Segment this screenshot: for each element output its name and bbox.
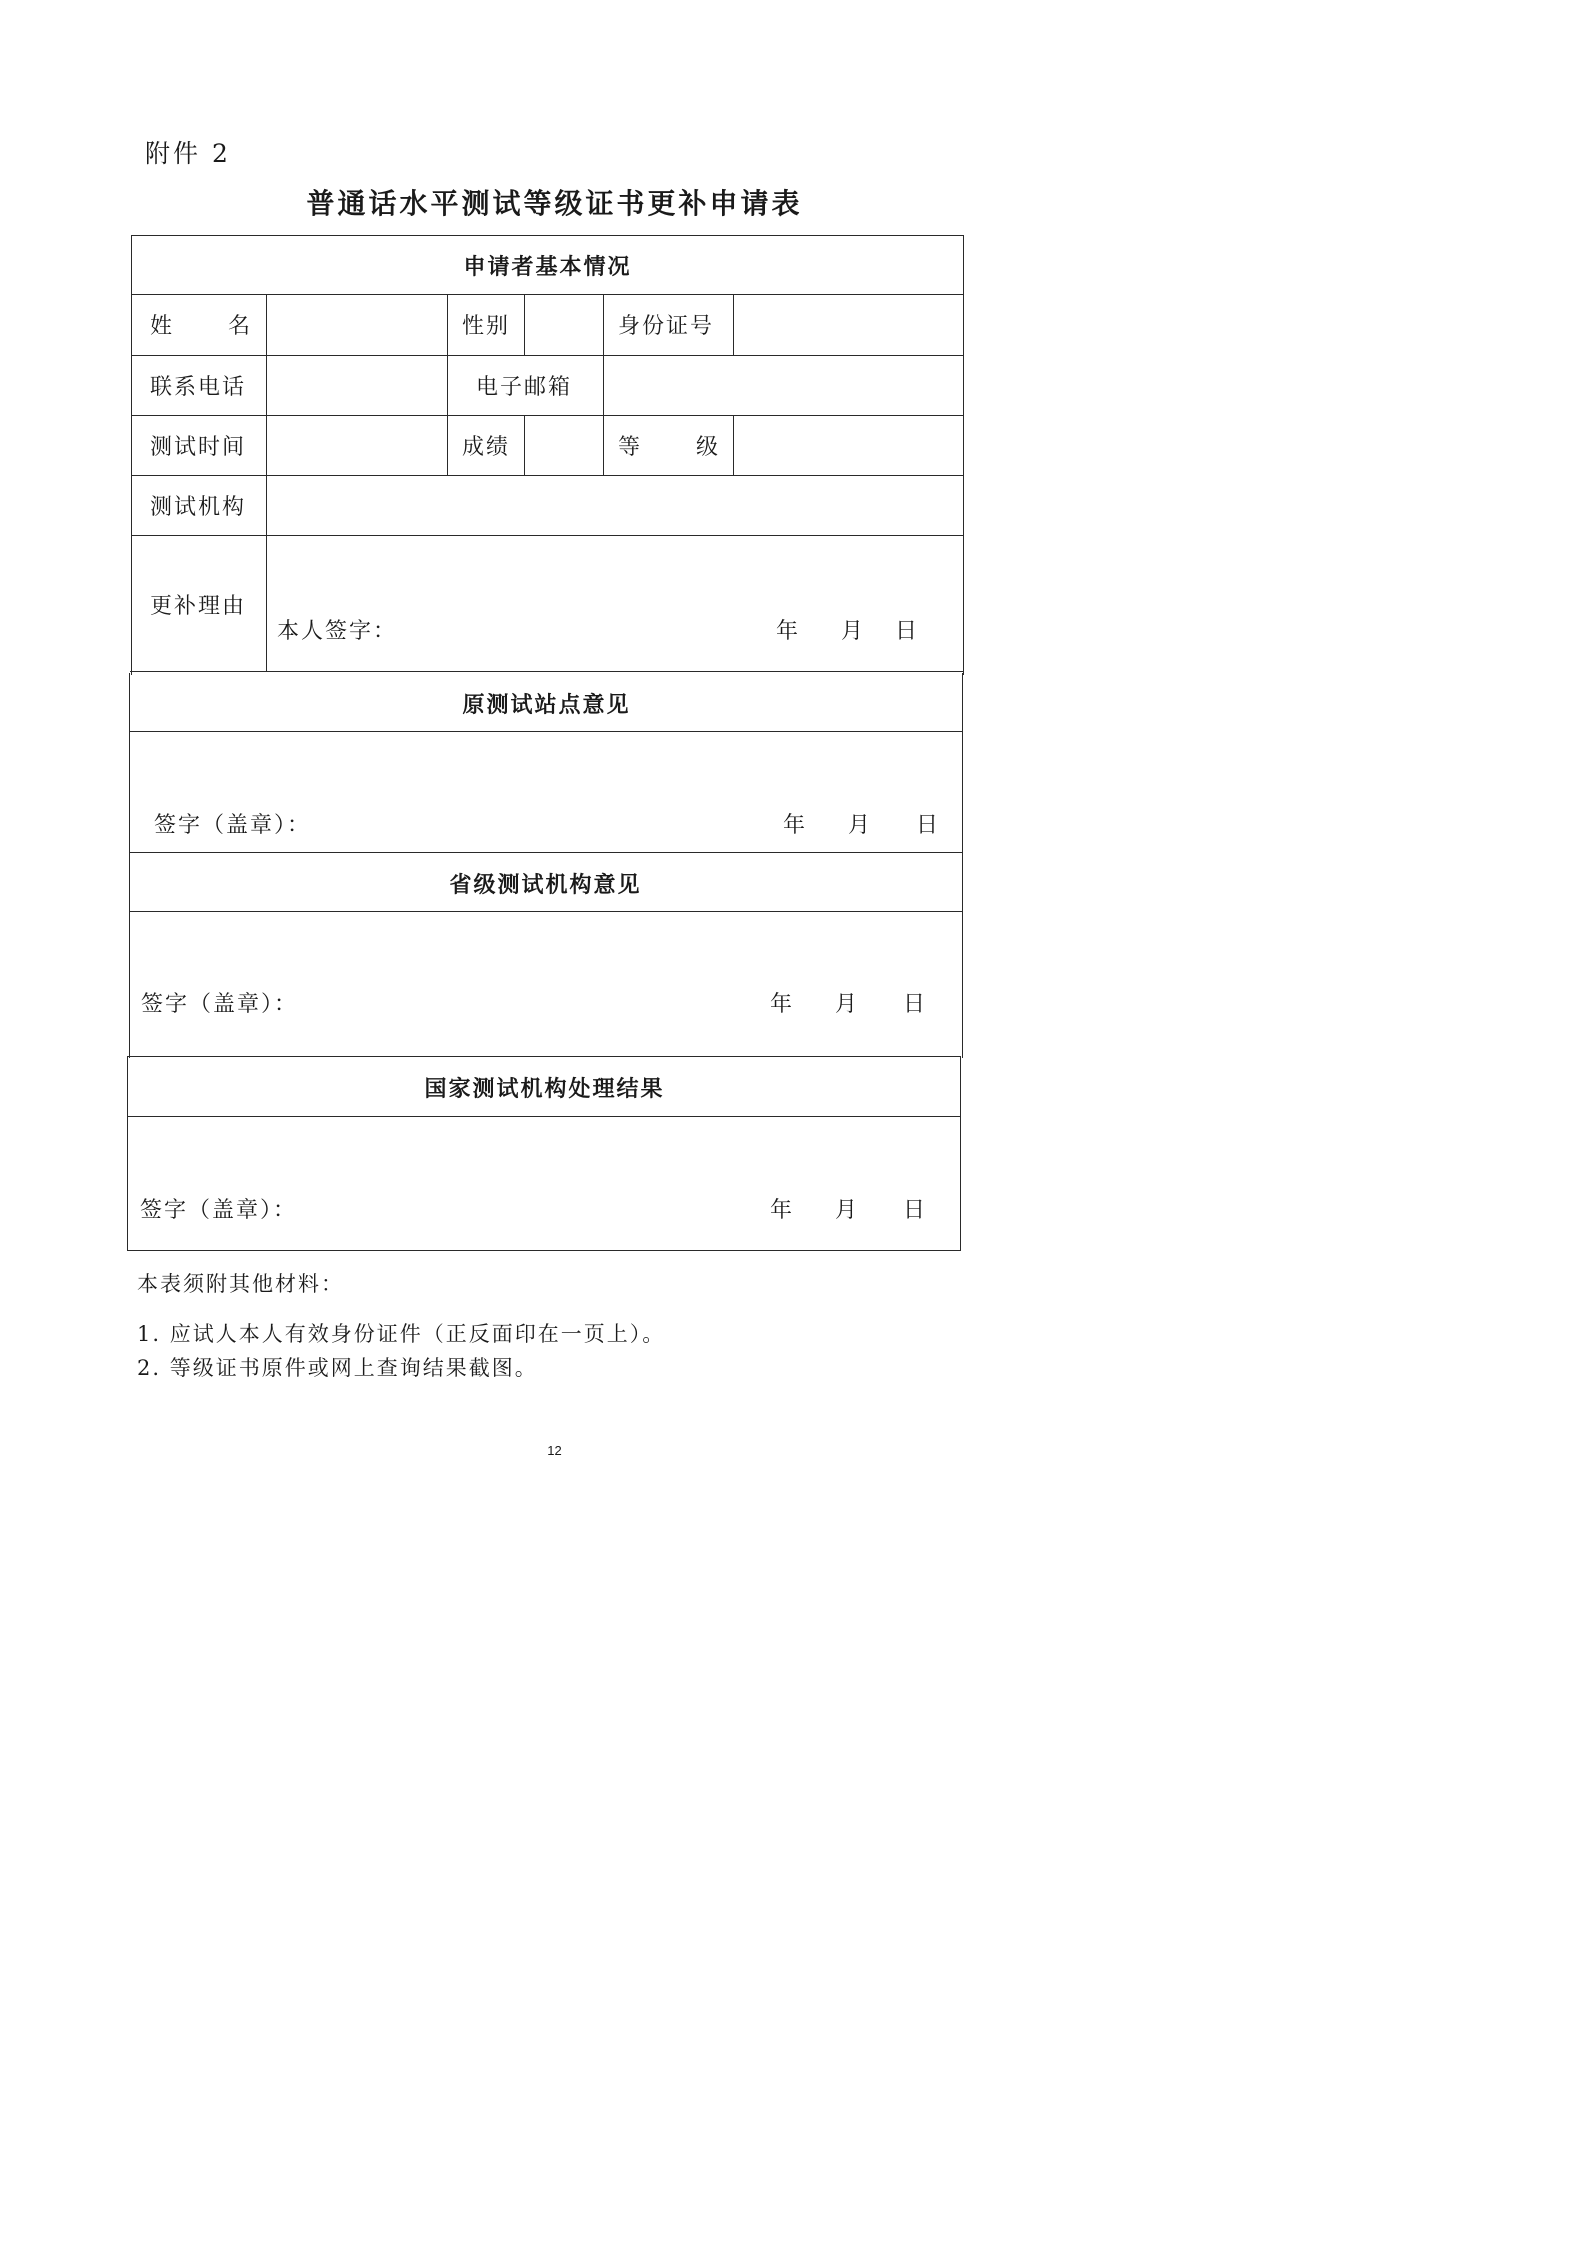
row-divider: [131, 535, 964, 536]
test-institution-label: 测试机构: [150, 495, 247, 520]
row-divider: [129, 911, 962, 912]
row-divider: [131, 294, 964, 295]
col-divider: [733, 415, 734, 475]
level-label-part2: 级: [696, 435, 721, 460]
date-day: 日: [903, 992, 928, 1017]
name-label-part1: 姓: [150, 314, 175, 339]
col-divider: [524, 415, 525, 475]
national-heading: 国家测试机构处理结果: [424, 1076, 665, 1102]
notes-heading: 本表须附其他材料：: [137, 1272, 344, 1296]
applicant-section-heading: 申请者基本情况: [463, 254, 632, 280]
notes-item: 1. 应试人本人有效身份证件（正反面印在一页上）。: [137, 1322, 666, 1346]
provincial-heading: 省级测试机构意见: [449, 872, 642, 898]
applicant-signature-label: 本人签字：: [277, 619, 398, 644]
gender-label: 性别: [462, 314, 511, 339]
notes-item: 2. 等级证书原件或网上查询结果截图。: [137, 1356, 538, 1380]
col-divider: [447, 294, 448, 475]
reason-label: 更补理由: [150, 594, 247, 619]
table-border-right: [962, 673, 963, 1058]
provincial-signature-label: 签字（盖章）：: [141, 992, 299, 1017]
col-divider: [603, 294, 604, 475]
col-divider: [733, 294, 734, 355]
row-divider: [130, 671, 963, 672]
date-year: 年: [776, 619, 801, 644]
row-divider: [127, 1116, 961, 1117]
table-border-top: [131, 235, 964, 236]
table-border-right: [963, 235, 964, 675]
col-divider: [524, 294, 525, 355]
date-year: 年: [770, 992, 795, 1017]
date-day: 日: [903, 1198, 928, 1223]
phone-label: 联系电话: [150, 375, 247, 400]
name-label-part2: 名: [228, 314, 253, 339]
date-day: 日: [895, 619, 920, 644]
row-divider: [129, 852, 962, 853]
date-month: 月: [841, 619, 866, 644]
national-signature-label: 签字（盖章）：: [140, 1198, 298, 1223]
form-title: 普通话水平测试等级证书更补申请表: [306, 187, 803, 220]
original-site-heading: 原测试站点意见: [462, 692, 631, 718]
row-divider: [131, 415, 964, 416]
table-border-left: [131, 235, 132, 675]
date-year: 年: [783, 813, 808, 838]
score-label: 成绩: [462, 435, 511, 460]
row-divider: [128, 1056, 961, 1057]
page-number: 12: [547, 1443, 562, 1458]
row-divider: [131, 475, 964, 476]
date-year: 年: [770, 1198, 795, 1223]
table-border-bottom: [127, 1250, 961, 1251]
col-divider: [266, 294, 267, 671]
date-month: 月: [835, 1198, 860, 1223]
email-label: 电子邮箱: [476, 375, 573, 400]
id-number-label: 身份证号: [618, 314, 715, 339]
date-month: 月: [848, 813, 873, 838]
row-divider: [131, 355, 964, 356]
attachment-label: 附件 2: [145, 139, 231, 168]
level-label-part1: 等: [618, 435, 643, 460]
row-divider: [129, 731, 962, 732]
date-day: 日: [916, 813, 941, 838]
date-month: 月: [835, 992, 860, 1017]
test-time-label: 测试时间: [150, 435, 247, 460]
original-site-signature-label: 签字（盖章）：: [154, 813, 312, 838]
